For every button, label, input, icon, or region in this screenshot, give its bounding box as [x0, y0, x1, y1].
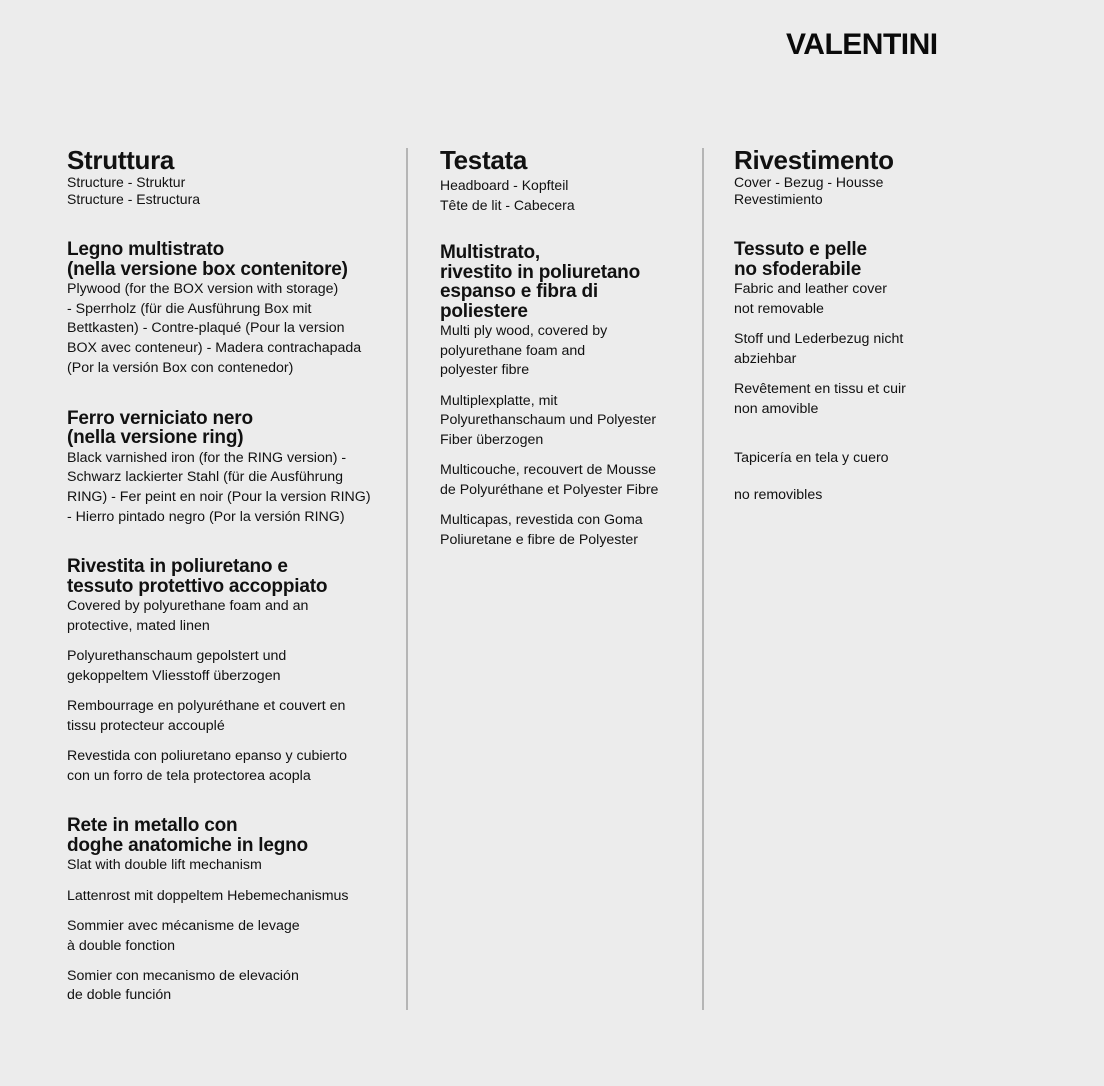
spec-text: Rembourrage en polyuréthane et couvert en tissu protecteur accouplé: [67, 698, 346, 734]
spec-title: Legno multistrato (nella versione box contenitore): [67, 239, 348, 280]
spec-section: [734, 240, 934, 506]
spec-text: Slat with double lift mechanism: [67, 857, 262, 874]
clipped-line: Tapicería en tela y cuero: [734, 450, 889, 467]
spec-text: [734, 430, 934, 506]
brand-logo: VALENTINI: [786, 28, 938, 61]
spec-section: [67, 409, 389, 528]
spec-text: Black varnished iron (for the RING version) - Schwarz lackierter Stahl (für die Ausführung RING) - Fer peint en noir (Pour la version RING) - Hierro pintado negro (Por la versión RING): [67, 449, 371, 525]
column-cover: [734, 146, 934, 506]
spec-title: Rivestita in poliuretano e tessuto protettivo accoppiato: [67, 556, 328, 597]
column-title: Rivestimento: [734, 145, 894, 175]
spec-text: Multicapas, revestida con Goma Poliuretane e fibre de Polyester: [440, 512, 643, 548]
column-subtitle: Headboard - Kopfteil Tête de lit - Cabecera: [440, 177, 575, 213]
column-headboard: [440, 146, 680, 551]
spec-text: Revestida con poliuretano epanso y cubierto con un forro de tela protectorea acopla: [67, 748, 347, 784]
spec-text: Somier con mecanismo de elevación de doble función: [67, 967, 299, 1004]
column-subtitle: Cover - Bezug - Housse Revestimiento: [734, 174, 884, 207]
column-divider: [702, 148, 704, 1010]
spec-text: Lattenrost mit doppeltem Hebemechanismus: [67, 887, 349, 904]
spec-text: Polyurethanschaum gepolstert und gekoppeltem Vliesstoff überzogen: [67, 648, 287, 684]
spec-text: Multi ply wood, covered by polyurethane foam and polyester fibre: [440, 323, 608, 379]
spec-section: [440, 243, 680, 551]
spec-text: Covered by polyurethane foam and an protective, mated linen: [67, 598, 309, 635]
spec-section: [67, 816, 389, 1006]
spec-title: Ferro verniciato nero (nella versione ring): [67, 407, 253, 449]
column-divider: [406, 148, 408, 1010]
spec-text: Fabric and leather cover not removable: [734, 281, 887, 317]
spec-text: Multiplexplatte, mit Polyurethanschaum und Polyester Fiber überzogen: [440, 392, 657, 449]
column-structure: [67, 146, 389, 1006]
column-title: Struttura: [67, 145, 175, 175]
spec-section: [67, 557, 389, 786]
spec-text: Revêtement en tissu et cuir non amovible: [734, 380, 906, 417]
spec-title: Rete in metallo con doghe anatomiche in legno: [67, 815, 308, 856]
spec-text: Plywood (for the BOX version with storage) - Sperrholz (für die Ausführung Box mit Bettkasten) - Contre-plaqué (Pour la version BOX avec conteneur) - Madera contrachapada (Por la versión Box con contenedor): [67, 281, 362, 376]
spec-title: Tessuto e pelle no sfoderabile: [734, 239, 867, 280]
spec-line: no removibles: [734, 487, 823, 504]
spec-section: [67, 240, 389, 379]
spec-title: Multistrato, rivestito in poliuretano espanso e fibra di poliestere: [440, 242, 640, 322]
spec-text: Stoff und Lederbezug nicht abziehbar: [734, 330, 904, 367]
spec-text: Multicouche, recouvert de Mousse de Polyuréthane et Polyester Fibre: [440, 462, 659, 498]
column-title: Testata: [440, 145, 528, 175]
column-subtitle: Structure - Struktur Structure - Estructura: [67, 174, 201, 207]
spec-text: Sommier avec mécanisme de levage à double fonction: [67, 917, 300, 954]
